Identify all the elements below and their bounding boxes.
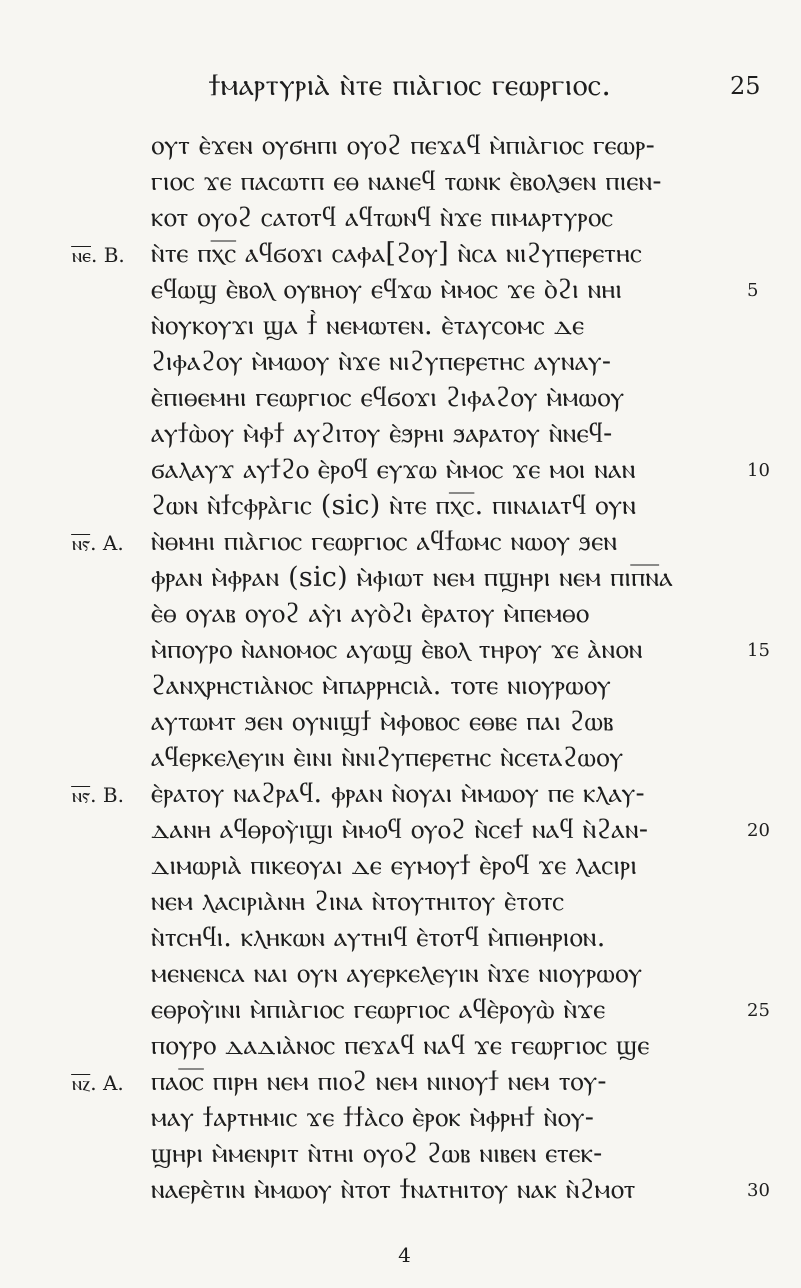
line-number: 30: [747, 1180, 770, 1201]
line-text: ϩⲓⲫⲁϩⲟⲩ ⲙ̀ⲙⲱⲟⲩ ⲛ̀ϫⲉ ⲛⲓϩⲩⲡⲉⲣⲉⲧⲏⲥ ⲁⲩⲛⲁⲩ-: [151, 346, 612, 377]
line-text: ⲫⲣⲁⲛ ⲙ̀ⲫⲣⲁⲛ (sic) ⲙ̀ⲫⲓⲱⲧ ⲛⲉⲙ ⲡϣⲏⲣⲓ ⲛⲉⲙ ⲡⲓⲡ̅ⲛ̅ⲁ: [151, 562, 673, 593]
text-line: [0, 560, 801, 596]
line-text: ⲙⲁⲩ ϯⲁⲣⲧⲏⲙⲓⲥ ϫⲉ ϯϯⲁ̀ⲥⲟ ⲉ̀ⲣⲟⲕ ⲙ̀ⲫⲣⲏϯ ⲛ̀ⲟⲩ-: [151, 1102, 595, 1133]
line-text: ⲅⲓⲟⲥ ϫⲉ ⲡⲁⲥⲱⲧⲡ ⲉⲑ ⲛⲁⲛⲉϥ ⲧⲱⲛⲕ ⲉ̀ⲃⲟⲗϧⲉⲛ ⲡⲓⲉⲛ-: [151, 166, 662, 197]
text-line: [0, 200, 801, 236]
line-number: 25: [747, 1000, 770, 1021]
line-text: ⲛ̀ⲑⲙⲏⲓ ⲡⲓⲁ̀ⲅⲓⲟⲥ ⲅⲉⲱⲣⲅⲓⲟⲥ ⲁϥϯⲱⲙⲥ ⲛⲱⲟⲩ ϧⲉⲛ: [151, 526, 618, 557]
text-line: [0, 632, 801, 668]
line-text: ⲕⲟⲧ ⲟⲩⲟϩ ⲥⲁⲧⲟⲧϥ ⲁϥⲧⲱⲛϥ ⲛ̀ϫⲉ ⲡⲓⲙⲁⲣⲧⲩⲣⲟⲥ: [151, 202, 614, 233]
line-text: ϭⲁⲗⲁⲩϫ ⲁⲩϯϩⲟ ⲉ̀ⲣⲟϥ ⲉⲩϫⲱ ⲙ̀ⲙⲟⲥ ϫⲉ ⲙⲟⲓ ⲛⲁⲛ: [151, 454, 636, 485]
line-text: ⲡⲁⲟ̅ⲥ̅ ⲡⲓⲣⲏ ⲛⲉⲙ ⲡⲓⲟϩ ⲛⲉⲙ ⲛⲓⲛⲟⲩϯ ⲛⲉⲙ ⲧⲟⲩ-: [151, 1066, 607, 1097]
line-text: ⲛ̀ⲧⲉ ⲡⲭ̅ⲥ̅ ⲁϥϭⲟϫⲓ ⲥⲁⲫⲁ[ϩⲟⲩ] ⲛ̀ⲥⲁ ⲛⲓϩⲩⲡⲉⲣⲉⲧⲏⲥ: [151, 238, 643, 269]
line-number: 20: [747, 820, 770, 841]
text-line: [0, 596, 801, 632]
line-text: ⲁⲩⲧⲱⲙⲧ ϧⲉⲛ ⲟⲩⲛⲓϣϯ ⲙ̀ⲫⲟⲃⲟⲥ ⲉⲑⲃⲉ ⲡⲁⲓ ϩⲱⲃ: [151, 706, 614, 737]
coptic-text-block: [0, 128, 801, 1208]
line-number: 5: [747, 280, 759, 301]
text-line: [0, 1136, 801, 1172]
text-line: [0, 776, 801, 812]
text-line: [0, 524, 801, 560]
text-line: [0, 956, 801, 992]
text-line: [0, 272, 801, 308]
line-text: ⲛⲁⲉⲣⲉ̀ⲧⲓⲛ ⲙ̀ⲙⲱⲟⲩ ⲛ̀ⲧⲟⲧ ϯⲛⲁⲧⲏⲓⲧⲟⲩ ⲛⲁⲕ ⲛ̀ϩⲙⲟⲧ: [151, 1174, 636, 1205]
line-text: ⲙ̀ⲡⲟⲩⲣⲟ ⲛ̀ⲁⲛⲟⲙⲟⲥ ⲁⲩⲱϣ ⲉ̀ⲃⲟⲗ ⲧⲏⲣⲟⲩ ϫⲉ ⲁ̀ⲛⲟⲛ: [151, 634, 643, 665]
text-line: [0, 740, 801, 776]
margin-reference: ⲛ̅ⲋ̅. B.: [72, 783, 124, 807]
signature-mark: 4: [398, 1243, 411, 1267]
running-title: ϯⲙⲁⲣⲧⲩⲣⲓⲁ̀ ⲛ̀ⲧⲉ ⲡⲓⲁ̀ⲅⲓⲟⲥ ⲅⲉⲱⲣⲅⲓⲟⲥ.: [208, 68, 612, 103]
text-line: [0, 128, 801, 164]
line-number: 10: [747, 460, 770, 481]
margin-reference: ⲛ̅ⲋ̅. A.: [72, 531, 124, 555]
line-text: ⲉ̀ⲑ ⲟⲩⲁⲃ ⲟⲩⲟϩ ⲁⲩ̀ⲓ ⲁⲩⲟ̀ϩⲓ ⲉ̀ⲣⲁⲧⲟⲩ ⲙ̀ⲡⲉⲙⲑⲟ: [151, 598, 590, 629]
text-line: [0, 668, 801, 704]
text-line: [0, 1172, 801, 1208]
running-head: [0, 62, 801, 102]
text-line: [0, 380, 801, 416]
line-text: ⲙⲉⲛⲉⲛⲥⲁ ⲛⲁⲓ ⲟⲩⲛ ⲁⲩⲉⲣⲕⲉⲗⲉⲩⲓⲛ ⲛ̀ϫⲉ ⲛⲓⲟⲩⲣⲱⲟⲩ: [151, 958, 643, 989]
line-text: ⲁⲩϯⲱ̀ⲟⲩ ⲙ̀ⲫϯ ⲁⲩϩⲓⲧⲟⲩ ⲉ̀ϧⲣⲏⲓ ϧⲁⲣⲁⲧⲟⲩ ⲛ̀ⲛⲉϥ-: [151, 418, 613, 449]
text-line: [0, 488, 801, 524]
line-text: ⲉϥⲱϣ ⲉ̀ⲃⲟⲗ ⲟⲩⲃⲏⲟⲩ ⲉϥϫⲱ ⲙ̀ⲙⲟⲥ ϫⲉ ⲟ̀ϩⲓ ⲛⲏⲓ: [151, 274, 623, 305]
line-text: ⲛⲉⲙ ⲗⲁⲥⲓⲣⲓⲁ̀ⲛⲏ ϩⲓⲛⲁ ⲛ̀ⲧⲟⲩⲧⲏⲓⲧⲟⲩ ⲉ̀ⲧⲟⲧⲥ: [151, 886, 565, 917]
line-text: ⲉⲑⲣⲟⲩ̀ⲓⲛⲓ ⲙ̀ⲡⲓⲁ̀ⲅⲓⲟⲥ ⲅⲉⲱⲣⲅⲓⲟⲥ ⲁϥⲉ̀ⲣⲟⲩⲱ̀ ⲛ̀ϫⲉ: [151, 994, 606, 1025]
line-text: ⲁϥⲉⲣⲕⲉⲗⲉⲩⲓⲛ ⲉ̀ⲓⲛⲓ ⲛ̀ⲛⲓϩⲩⲡⲉⲣⲉⲧⲏⲥ ⲛ̀ⲥⲉⲧⲁϩⲱⲟⲩ: [151, 742, 624, 773]
text-line: [0, 884, 801, 920]
text-line: [0, 812, 801, 848]
margin-reference: ⲛ̅ⲉ̅. B.: [72, 243, 125, 267]
text-line: [0, 308, 801, 344]
text-line: [0, 236, 801, 272]
line-text: ⲡⲟⲩⲣⲟ ⲇⲁⲇⲓⲁ̀ⲛⲟⲥ ⲡⲉϫⲁϥ ⲛⲁϥ ϫⲉ ⲅⲉⲱⲣⲅⲓⲟⲥ ϣⲉ: [151, 1030, 650, 1061]
margin-reference: ⲛ̅ⲍ̅. A.: [72, 1071, 124, 1095]
text-line: [0, 452, 801, 488]
text-line: [0, 848, 801, 884]
text-line: [0, 164, 801, 200]
page-number: 25: [730, 72, 761, 100]
line-text: ⲟⲩⲧ ⲉ̀ϫⲉⲛ ⲟⲩϭⲏⲡⲓ ⲟⲩⲟϩ ⲡⲉϫⲁϥ ⲙ̀ⲡⲓⲁ̀ⲅⲓⲟⲥ ⲅⲉⲱⲣ-: [151, 130, 655, 161]
line-text: ⲇⲁⲛⲏ ⲁϥⲑⲣⲟⲩ̀ⲓϣⲓ ⲙ̀ⲙⲟϥ ⲟⲩⲟϩ ⲛ̀ⲥⲉϯ ⲛⲁϥ ⲛ̀ϩⲁⲛ-: [151, 814, 649, 845]
text-line: [0, 992, 801, 1028]
text-line: [0, 416, 801, 452]
text-line: [0, 920, 801, 956]
line-text: ⲉ̀ⲣⲁⲧⲟⲩ ⲛⲁϩⲣⲁϥ. ⲫⲣⲁⲛ ⲛ̀ⲟⲩⲁⲓ ⲙ̀ⲙⲱⲟⲩ ⲡⲉ ⲕⲗⲁⲩ-: [151, 778, 645, 809]
line-number: 15: [747, 640, 770, 661]
text-line: [0, 1100, 801, 1136]
line-text: ⲛ̀ⲧⲥⲏϥⲓ. ⲕⲗⲏⲕⲱⲛ ⲁⲩⲧⲏⲓϥ ⲉ̀ⲧⲟⲧϥ ⲙ̀ⲡⲓⲑⲏⲣⲓⲟⲛ.: [151, 922, 606, 953]
text-line: [0, 1064, 801, 1100]
line-text: ⲇⲓⲙⲱⲣⲓⲁ̀ ⲡⲓⲕⲉⲟⲩⲁⲓ ⲇⲉ ⲉⲩⲙⲟⲩϯ ⲉ̀ⲣⲟϥ ϫⲉ ⲗⲁⲥⲓⲣⲓ: [151, 850, 637, 881]
line-text: ϣⲏⲣⲓ ⲙ̀ⲙⲉⲛⲣⲓⲧ ⲛ̀ⲧⲏⲓ ⲟⲩⲟϩ ϩⲱⲃ ⲛⲓⲃⲉⲛ ⲉⲧⲉⲕ-: [151, 1138, 603, 1169]
line-text: ϩⲱⲛ ⲛ̀ϯⲥⲫⲣⲁ̀ⲅⲓⲥ (sic) ⲛ̀ⲧⲉ ⲡⲭ̅ⲥ̅. ⲡⲓⲛⲁⲓⲁⲧϥ ⲟⲩⲛ: [151, 490, 637, 521]
line-text: ⲛ̀ⲟⲩⲕⲟⲩϫⲓ ϣⲁ ϯ̀ ⲛⲉⲙⲱⲧⲉⲛ. ⲉ̀ⲧⲁⲩⲥⲟⲙⲥ ⲇⲉ: [151, 310, 585, 341]
line-text: ϩⲁⲛⲭⲣⲏⲥⲧⲓⲁ̀ⲛⲟⲥ ⲙ̀ⲡⲁⲣⲣⲏⲥⲓⲁ̀. ⲧⲟⲧⲉ ⲛⲓⲟⲩⲣⲱⲟⲩ: [151, 670, 612, 701]
line-text: ⲉ̀ⲡⲓⲑⲉⲙⲏⲓ ⲅⲉⲱⲣⲅⲓⲟⲥ ⲉϥϭⲟϫⲓ ϩⲓⲫⲁϩⲟⲩ ⲙ̀ⲙⲱⲟⲩ: [151, 382, 625, 413]
text-line: [0, 1028, 801, 1064]
text-line: [0, 344, 801, 380]
text-line: [0, 704, 801, 740]
